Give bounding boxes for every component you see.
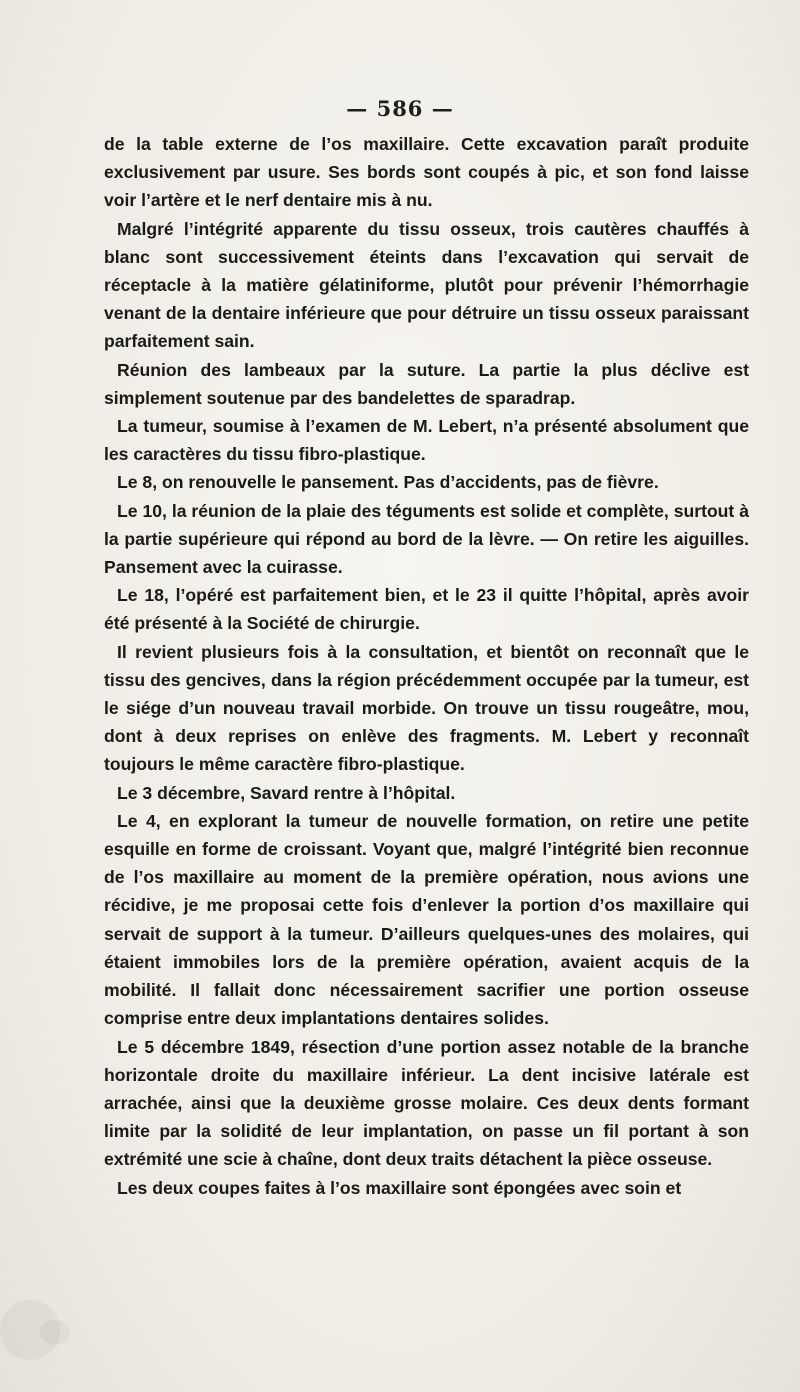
paragraph: Le 18, l’opéré est parfaitement bien, et le 23 il quitte l’hôpital, après avoir été présenté à la Société de chirurgie. — [104, 585, 749, 634]
page-number: — 586 — — [346, 96, 454, 121]
paragraph: Le 4, en explorant la tumeur de nouvelle formation, on retire une petite esquille en forme de croissant. Voyant que, malgré l’intégrité bien reconnue de l’os maxillaire au moment de la première opération, nous avions une récidive, je me proposai cette fois d’enlever la portion d’os maxillaire qui servait de support à la tumeur. D’ailleurs quelques-unes des molaires, qui étaient immobiles lors de la première opération, avaient acquis de la mobilité. Il fallait donc nécessairement sacrifier une portion osseuse comprise entre deux implantations dentaires solides. — [104, 810, 749, 1029]
paragraph: de la table externe de l’os maxillaire. Cette excavation paraît produite exclusivement par usure. Ses bords sont coupés à pic, et son fond laisse voir l’artère et le nerf dentaire mis à nu. — [104, 134, 749, 211]
paragraph: Le 3 décembre, Savard rentre à l’hôpital. — [117, 782, 456, 803]
paper-stain — [40, 1320, 70, 1345]
paragraph: Le 10, la réunion de la plaie des téguments est solide et complète, surtout à la partie supérieure qui répond au bord de la lèvre. — On retire les aiguilles. Pansement avec la cuirasse. — [104, 500, 749, 578]
paragraph: Les deux coupes faites à l’os maxillaire sont épongées avec soin et — [117, 1177, 682, 1198]
paragraph: Il revient plusieurs fois à la consultation, et bientôt on reconnaît que le tissu des gencives, dans la région précédemment occupée par la tumeur, est le siége d’un nouveau travail morbide. On trouve un tissu rougeâtre, mou, dont à deux reprises on enlève des fragments. M. Lebert y reconnaît toujours le même caractère fibro-plastique. — [104, 641, 749, 775]
paragraph: Le 8, on renouvelle le pansement. Pas d’accidents, pas de fièvre. — [117, 472, 659, 493]
paragraph: La tumeur, soumise à l’examen de M. Lebert, n’a présenté absolument que les caractères du tissu fibro-plastique. — [104, 416, 749, 465]
paragraph: Le 5 décembre 1849, résection d’une portion assez notable de la branche horizontale droite du maxillaire inférieur. La dent incisive latérale est arrachée, ainsi que la deuxième grosse molaire. Ces deux dents formant limite par la solidité de leur implantation, on passe un fil portant à son extrémité une scie à chaîne, dont deux traits détachent la pièce osseuse. — [104, 1036, 749, 1170]
body-text — [104, 130, 749, 1202]
paragraph: Réunion des lambeaux par la suture. La partie la plus déclive est simplement soutenue par des bandelettes de sparadrap. — [104, 359, 749, 408]
paragraph: Malgré l’intégrité apparente du tissu osseux, trois cautères chauffés à blanc sont successivement éteints dans l’excavation qui servait de réceptacle à la matière gélatiniforme, plutôt pour prévenir l’hémorrhagie venant de la dentaire inférieure que pour détruire un tissu osseux paraissant parfaitement sain. — [104, 218, 749, 352]
